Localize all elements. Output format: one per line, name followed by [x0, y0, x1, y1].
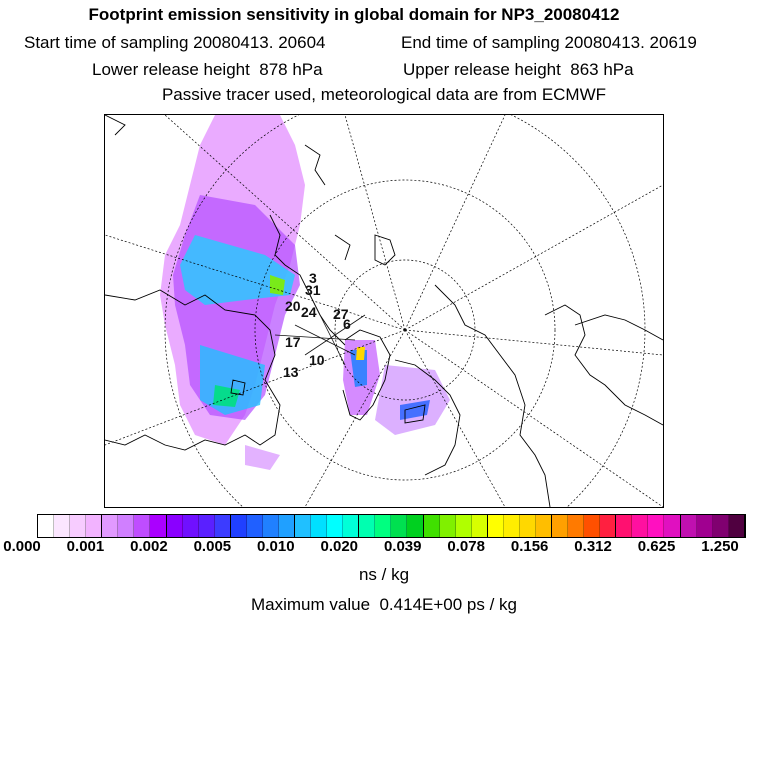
- colorbar-segment: [632, 515, 648, 537]
- colorbar-tick-label: 0.312: [574, 538, 612, 555]
- colorbar-segment: [391, 515, 407, 537]
- colorbar-segment: [488, 515, 504, 537]
- lower-release-label: Lower release height 878 hPa: [92, 60, 323, 79]
- colorbar-segment: [247, 515, 263, 537]
- colorbar-segment: [648, 515, 664, 537]
- colorbar-tick-label: 0.010: [257, 538, 295, 555]
- colorbar-segment: [568, 515, 584, 537]
- colorbar-segment: [424, 515, 440, 537]
- colorbar-segment: [456, 515, 472, 537]
- colorbar-unit-label: ns / kg: [358, 565, 410, 584]
- colorbar-tick-label: 0.002: [130, 538, 168, 555]
- trajectory-label: 24: [301, 304, 317, 320]
- map-canvas: [105, 115, 663, 507]
- colorbar-segment: [681, 515, 697, 537]
- colorbar-tick-labels: [0, 538, 768, 558]
- colorbar-segment: [552, 515, 568, 537]
- trajectory-label: 17: [285, 334, 301, 350]
- colorbar-segment: [729, 515, 745, 537]
- maximum-value-label: Maximum value 0.414E+00 ps / kg: [251, 595, 517, 614]
- colorbar-segment: [697, 515, 713, 537]
- colorbar-segment: [600, 515, 616, 537]
- trajectory-label: 31: [305, 282, 321, 298]
- trajectory-label: 10: [309, 352, 325, 368]
- colorbar-segment: [311, 515, 327, 537]
- colorbar-segment: [279, 515, 295, 537]
- sensitivity-plume-west: [160, 115, 305, 470]
- colorbar-segment: [584, 515, 600, 537]
- colorbar-segment: [327, 515, 343, 537]
- colorbar-segment: [134, 515, 150, 537]
- colorbar-segment: [118, 515, 134, 537]
- colorbar-segment: [520, 515, 536, 537]
- colorbar-tick-label: 0.039: [383, 538, 422, 555]
- colorbar-tick-label: 0.020: [320, 538, 359, 555]
- trajectory-label: 6: [343, 316, 351, 332]
- colorbar-tick-label: 0.000: [3, 538, 41, 555]
- colorbar-segment: [472, 515, 488, 537]
- colorbar-segment: [54, 515, 70, 537]
- colorbar-segment: [504, 515, 520, 537]
- sensitivity-plume-east: [343, 340, 450, 435]
- plot-title: Footprint emission sensitivity in global domain for NP3_20080412: [88, 5, 620, 24]
- colorbar-segment: [183, 515, 199, 537]
- colorbar-segment: [616, 515, 632, 537]
- colorbar-segment: [664, 515, 680, 537]
- colorbar-segment: [70, 515, 86, 537]
- colorbar: [37, 514, 746, 538]
- trajectory-label: 13: [283, 364, 299, 380]
- colorbar-tick-label: 0.078: [447, 538, 485, 555]
- colorbar-segment: [231, 515, 247, 537]
- colorbar-segment: [38, 515, 54, 537]
- colorbar-segment: [167, 515, 183, 537]
- colorbar-tick-label: 0.001: [66, 538, 105, 555]
- colorbar-segment: [295, 515, 311, 537]
- trajectory-label: 3: [309, 270, 317, 286]
- colorbar-tick-label: 0.156: [510, 538, 549, 555]
- colorbar-tick-label: 1.250: [701, 538, 739, 555]
- colorbar-segment: [263, 515, 279, 537]
- start-time-label: Start time of sampling 20080413. 20604: [24, 33, 326, 52]
- colorbar-segment: [536, 515, 552, 537]
- colorbar-segment: [713, 515, 729, 537]
- trajectory-label: 20: [285, 298, 301, 314]
- colorbar-tick-label: 0.005: [193, 538, 232, 555]
- tracer-info-label: Passive tracer used, meteorological data are from ECMWF: [161, 85, 607, 104]
- colorbar-segment: [215, 515, 231, 537]
- polar-map: [104, 114, 664, 508]
- colorbar-segment: [150, 515, 166, 537]
- upper-release-label: Upper release height 863 hPa: [403, 60, 634, 79]
- colorbar-segment: [440, 515, 456, 537]
- colorbar-segment: [86, 515, 102, 537]
- trajectory-label: 27: [333, 306, 349, 322]
- colorbar-segment: [375, 515, 391, 537]
- colorbar-segment: [359, 515, 375, 537]
- colorbar-tick-label: 0.625: [637, 538, 676, 555]
- colorbar-segment: [102, 515, 118, 537]
- colorbar-segment: [343, 515, 359, 537]
- end-time-label: End time of sampling 20080413. 20619: [401, 33, 697, 52]
- colorbar-segment: [407, 515, 423, 537]
- colorbar-segment: [199, 515, 215, 537]
